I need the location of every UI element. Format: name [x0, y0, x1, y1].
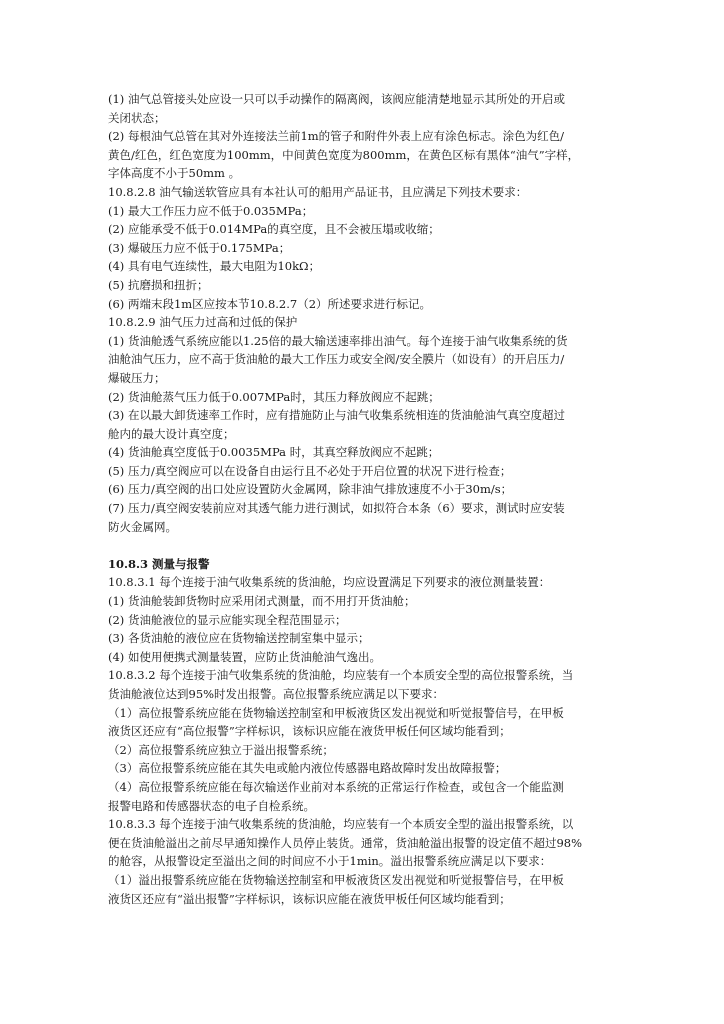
text-line: (2) 货油舱液位的显示应能实现全程范围显示； [108, 612, 347, 627]
text-line: (4) 如使用便携式测量装置，应防止货油舱油气逸出。 [108, 649, 381, 664]
text-line: (5) 抗磨损和扭折； [108, 277, 209, 292]
text-line: (7) 压力/真空阀安装前应对其透气能力进行测试，如拟符合本条（6）要求，测试时应安装 [108, 501, 565, 516]
text-line: (5) 压力/真空阀应可以在设备自由运行且不必处于开启位置的状况下进行检查； [108, 463, 512, 478]
text-line: 报警电路和传感器状态的电子自检系统。 [108, 798, 315, 813]
text-line: (2) 应能承受不低于0.014MPa的真空度，且不会被压塌或收缩； [108, 222, 440, 237]
text-line: 关闭状态； [108, 110, 166, 125]
text-line: 油舱油气压力，应不高于货油舱的最大工作压力或安全阀/安全膜片（如设有）的开启压力/ [108, 352, 565, 367]
text-line: (6) 两端末段1m区应按本节10.8.2.7（2）所述要求进行标记。 [108, 296, 432, 311]
text-line: (4) 货油舱真空度低于0.0035MPa 时，其真空释放阀应不起跳； [108, 445, 440, 460]
text-line: 液货区还应有“高位报警”字样标识，该标识应能在液货甲板任何区域均能看到； [108, 724, 511, 739]
text-line: 10.8.2.9 油气压力过高和过低的保护 [108, 315, 298, 330]
text-line: 爆破压力； [108, 370, 166, 385]
text-line: 防火金属网。 [108, 519, 177, 534]
text-line: (4) 具有电气连续性，最大电阻为10kΩ； [108, 259, 321, 274]
paragraph-gap [108, 536, 618, 555]
text-line: 液货区还应有“溢出报警”字样标识，该标识应能在液货甲板任何区域均能看到； [108, 891, 511, 906]
text-line: 10.8.3.2 每个连接于油气收集系统的货油舱，均应装有一个本质安全型的高位报警系统，当 [108, 668, 574, 683]
text-line: 黄色/红色，红色宽度为100mm，中间黄色宽度为800mm，在黄色区标有黑体“油气”字样， [108, 147, 580, 162]
text-line: 的舱容，从报警设定至溢出之间的时间应不小于1min。溢出报警系统应满足以下要求： [108, 854, 552, 869]
text-line: 货油舱液位达到95%时发出报警。高位报警系统应满足以下要求： [108, 687, 445, 701]
text-line: (1) 最大工作压力应不低于0.035MPa； [108, 203, 314, 218]
text-line: (3) 各货油舱的液位应在货物输送控制室集中显示； [108, 631, 370, 646]
text-line: (3) 爆破压力应不低于0.175MPa； [108, 240, 291, 255]
text-line: (1) 油气总管接头处应设一只可以手动操作的隔离阀，该阀应能清楚地显示其所处的开启或 [108, 92, 565, 106]
text-line: 便在货油舱溢出之前尽早通知操作人员停止装货。通常，货油舱溢出报警的设定值不超过98% [108, 835, 583, 850]
text-line: 舱内的最大设计真空度； [108, 426, 235, 441]
text-line: (2) 每根油气总管在其对外连接法兰前1m的管子和附件外表上应有涂色标志。涂色为红色/ [108, 129, 565, 144]
text-line: 字体高度不小于50mm 。 [108, 166, 241, 181]
text-line: 10.8.3.3 每个连接于油气收集系统的货油舱，均应装有一个本质安全型的溢出报警系统，以 [108, 817, 574, 832]
text-block-section-10-8-2 [108, 90, 618, 536]
text-line: 10.8.3.1 每个连接于油气收集系统的货油舱，均应设置满足下列要求的液位测量装置： [108, 575, 551, 590]
text-line: (1) 货油舱装卸货物时应采用闭式测量，而不用打开货油舱； [108, 594, 416, 609]
text-line: （1）高位报警系统应能在货物输送控制室和甲板液货区发出视觉和听觉报警信号，在甲板 [108, 705, 564, 720]
section-heading-10-8-3: 10.8.3 测量与报警 [108, 556, 210, 571]
text-line: (1) 货油舱透气系统应能以1.25倍的最大输送速率排出油气。每个连接于油气收集系统的货 [108, 333, 568, 348]
text-line: （4）高位报警系统应能在每次输送作业前对本系统的正常运行作检查，或包含一个能监测 [108, 779, 564, 794]
text-line: 10.8.2.8 油气输送软管应具有本社认可的船用产品证书，且应满足下列技术要求： [108, 184, 528, 199]
text-block-section-10-8-3 [108, 573, 618, 908]
text-line: (2) 货油舱蒸气压力低于0.007MPa时，其压力释放阀应不起跳； [108, 389, 440, 404]
text-line: （2）高位报警系统应独立于溢出报警系统； [108, 742, 334, 757]
text-line: （3）高位报警系统应能在其失电或舱内液位传感器电路故障时发出故障报警； [108, 761, 507, 776]
text-line: (3) 在以最大卸货速率工作时，应有措施防止与油气收集系统相连的货油舱油气真空度超过 [108, 408, 565, 423]
text-line: (6) 压力/真空阀的出口处应设置防火金属网，除非油气排放速度不小于30m/s； [108, 482, 513, 497]
text-line: （1）溢出报警系统应能在货物输送控制室和甲板液货区发出视觉和听觉报警信号，在甲板 [108, 872, 564, 887]
